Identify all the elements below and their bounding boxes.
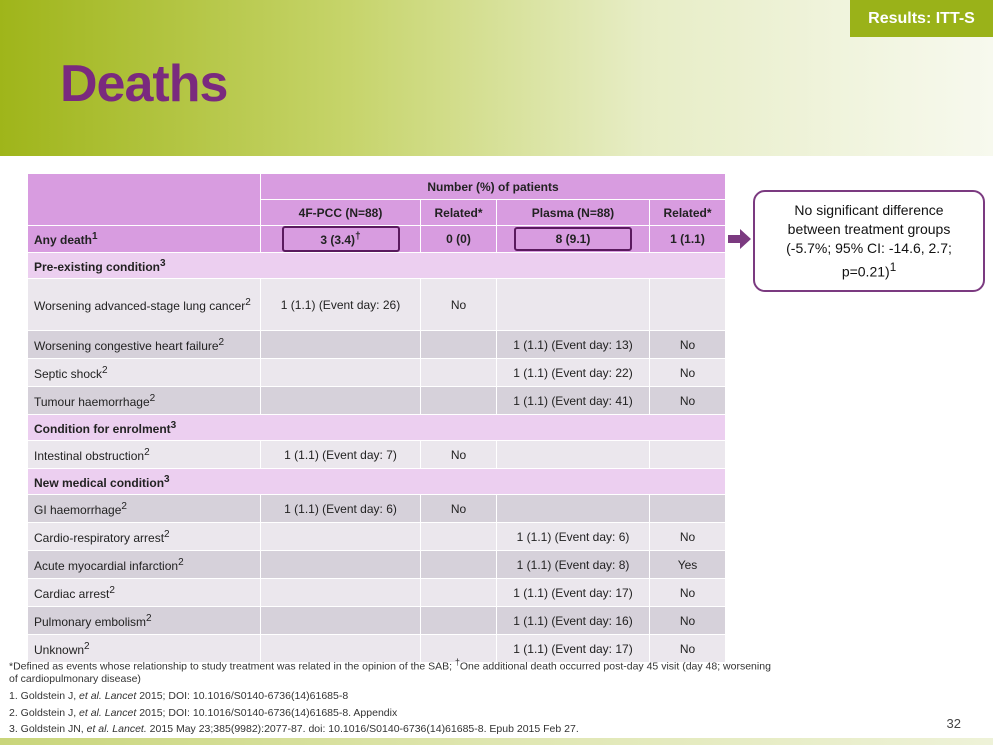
row-label: Cardiac arrest$^2$ [28, 579, 261, 607]
related-plasma-cell: No [650, 635, 726, 663]
plasma-cell [497, 279, 650, 331]
any-death-related-plasma: 1 (1.1) [650, 226, 726, 253]
pcc-cell [261, 607, 421, 635]
footnote-defined: *Defined as events whose relationship to study treatment was related in the opinion of the SAB; †One additional death occurred post-day 45 visit (day 48; worsening [9, 657, 771, 673]
related-pcc-cell [421, 359, 497, 387]
callout-text: No significant difference between treatment groups (-5.7%; 95% CI: -14.6, 2.7; p=0.21) [786, 201, 952, 280]
any-death-related-pcc: 0 (0) [421, 226, 497, 253]
page-title: Deaths [60, 55, 228, 113]
header-blank-cell [28, 174, 261, 226]
results-tag: Results: ITT-S [850, 0, 993, 37]
plasma-highlight-box: 8 (9.1) [514, 227, 632, 251]
section-label: Condition for enrolment$^3$ [28, 415, 726, 441]
reference-1: 1. Goldstein J, et al. Lancet 2015; DOI: 10.1016/S0140-6736(14)61685-8 [9, 690, 349, 702]
section-label: Pre-existing condition$^3$ [28, 253, 726, 279]
row-label: Tumour haemorrhage$^2$ [28, 387, 261, 415]
plasma-cell: 1 (1.1) (Event day: 8) [497, 551, 650, 579]
row-label: Pulmonary embolism$^2$ [28, 607, 261, 635]
plasma-cell [497, 441, 650, 469]
any-death-pcc [261, 226, 421, 253]
col-header-4fpcc: 4F-PCC (N=88) [261, 200, 421, 226]
significance-callout: No significant difference between treatment groups (-5.7%; 95% CI: -14.6, 2.7; p=0.21)$^1$ [753, 190, 985, 292]
row-label: Intestinal obstruction$^2$ [28, 441, 261, 469]
pcc-cell [261, 579, 421, 607]
plasma-cell: 1 (1.1) (Event day: 13) [497, 331, 650, 359]
table-row [28, 607, 726, 635]
deaths-table [27, 173, 726, 663]
table-row [28, 523, 726, 551]
related-pcc-cell [421, 523, 497, 551]
section-row [28, 253, 726, 279]
table-row [28, 495, 726, 523]
related-plasma-cell: No [650, 387, 726, 415]
pcc-cell [261, 551, 421, 579]
related-pcc-cell [421, 579, 497, 607]
section-row [28, 415, 726, 441]
pcc-cell: 1 (1.1) (Event day: 26) [261, 279, 421, 331]
page-number: 32 [946, 716, 961, 731]
related-pcc-cell: No [421, 495, 497, 523]
table-row [28, 331, 726, 359]
related-plasma-cell: No [650, 359, 726, 387]
pcc-cell [261, 331, 421, 359]
related-plasma-cell: Yes [650, 551, 726, 579]
plasma-cell: 1 (1.1) (Event day: 41) [497, 387, 650, 415]
col-header-related: Related* [421, 200, 497, 226]
pcc-cell [261, 359, 421, 387]
related-plasma-cell [650, 279, 726, 331]
related-pcc-cell: No [421, 441, 497, 469]
related-plasma-cell [650, 441, 726, 469]
table-row [28, 441, 726, 469]
row-label: Worsening congestive heart failure$^2$ [28, 331, 261, 359]
plasma-cell: 1 (1.1) (Event day: 17) [497, 635, 650, 663]
related-pcc-cell: No [421, 279, 497, 331]
row-label: Cardio-respiratory arrest$^2$ [28, 523, 261, 551]
row-label: Septic shock$^2$ [28, 359, 261, 387]
related-plasma-cell: No [650, 579, 726, 607]
table-row [28, 551, 726, 579]
col-header-plasma: Plasma (N=88) [497, 200, 650, 226]
pcc-highlight-box: 3 (3.4)† [282, 226, 400, 252]
row-label: Acute myocardial infarction$^2$ [28, 551, 261, 579]
pcc-cell [261, 387, 421, 415]
reference-2: 2. Goldstein J, et al. Lancet 2015; DOI: 10.1016/S0140-6736(14)61685-8. Appendix [9, 707, 398, 719]
related-pcc-cell [421, 387, 497, 415]
group-header: Number (%) of patients [261, 174, 726, 200]
table-row [28, 579, 726, 607]
table-row [28, 359, 726, 387]
related-plasma-cell: No [650, 607, 726, 635]
related-plasma-cell: No [650, 523, 726, 551]
plasma-cell: 1 (1.1) (Event day: 6) [497, 523, 650, 551]
table-row [28, 387, 726, 415]
related-plasma-cell: No [650, 331, 726, 359]
plasma-cell: 1 (1.1) (Event day: 22) [497, 359, 650, 387]
related-plasma-cell [650, 495, 726, 523]
plasma-cell: 1 (1.1) (Event day: 17) [497, 579, 650, 607]
plasma-cell: 1 (1.1) (Event day: 16) [497, 607, 650, 635]
related-pcc-cell [421, 331, 497, 359]
reference-3: 3. Goldstein JN, et al. Lancet. 2015 May 23;385(9982):2077-87. doi: 10.1016/S0140-6736(14)61685-8. Epub 2015 Feb 27. [9, 723, 579, 735]
row-label: Unknown$^2$ [28, 635, 261, 663]
banner-divider [0, 156, 993, 159]
col-header-related: Related* [650, 200, 726, 226]
pcc-cell: 1 (1.1) (Event day: 6) [261, 495, 421, 523]
section-label: New medical condition$^3$ [28, 469, 726, 495]
any-death-row [28, 226, 726, 253]
related-pcc-cell [421, 607, 497, 635]
footnote-continued: of cardiopulmonary disease) [9, 673, 141, 685]
section-row [28, 469, 726, 495]
pcc-cell: 1 (1.1) (Event day: 7) [261, 441, 421, 469]
row-label: GI haemorrhage$^2$ [28, 495, 261, 523]
any-death-plasma [497, 226, 650, 253]
related-pcc-cell [421, 551, 497, 579]
pcc-cell [261, 523, 421, 551]
row-label: Worsening advanced-stage lung cancer$^2$ [28, 279, 261, 331]
plasma-cell [497, 495, 650, 523]
arrow-right-icon [728, 228, 752, 250]
table-header-row [28, 174, 726, 200]
bottom-bar [0, 738, 993, 745]
table-row [28, 279, 726, 331]
any-death-label: Any death$^1$ [28, 226, 261, 253]
